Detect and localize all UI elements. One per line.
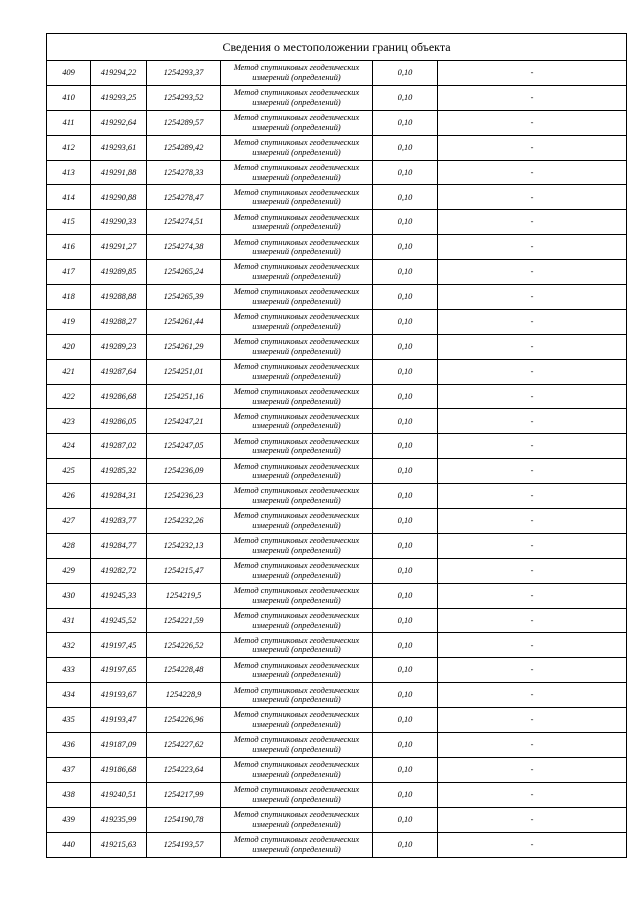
table-row [47,135,627,160]
table-row [47,359,627,384]
x-coordinate-cell: 419193,67 [91,683,147,708]
precision-cell: 0,10 [373,533,438,558]
point-number-cell: 415 [47,210,91,235]
point-number-cell: 425 [47,459,91,484]
table-row [47,334,627,359]
x-coordinate-cell: 419197,45 [91,633,147,658]
dash-cell: - [438,409,627,434]
y-coordinate-cell: 1254217,99 [147,782,221,807]
dash-cell: - [438,309,627,334]
table-row [47,384,627,409]
point-number-cell: 433 [47,658,91,683]
method-cell: Метод спутниковых геодезических измерений (определений) [221,807,373,832]
dash-cell: - [438,434,627,459]
y-coordinate-cell: 1254289,57 [147,110,221,135]
precision-cell: 0,10 [373,484,438,509]
precision-cell: 0,10 [373,260,438,285]
point-number-cell: 440 [47,832,91,857]
method-cell: Метод спутниковых геодезических измерений (определений) [221,484,373,509]
method-cell: Метод спутниковых геодезических измерений (определений) [221,185,373,210]
method-cell: Метод спутниковых геодезических измерений (определений) [221,633,373,658]
point-number-cell: 420 [47,334,91,359]
dash-cell: - [438,658,627,683]
point-number-cell: 428 [47,533,91,558]
x-coordinate-cell: 419282,72 [91,558,147,583]
method-cell: Метод спутниковых геодезических измерений (определений) [221,782,373,807]
point-number-cell: 417 [47,260,91,285]
method-cell: Метод спутниковых геодезических измерений (определений) [221,85,373,110]
method-cell: Метод спутниковых геодезических измерений (определений) [221,459,373,484]
dash-cell: - [438,633,627,658]
y-coordinate-cell: 1254215,47 [147,558,221,583]
point-number-cell: 409 [47,61,91,86]
point-number-cell: 435 [47,708,91,733]
x-coordinate-cell: 419292,64 [91,110,147,135]
dash-cell: - [438,484,627,509]
x-coordinate-cell: 419293,61 [91,135,147,160]
method-cell: Метод спутниковых геодезических измерений (определений) [221,260,373,285]
point-number-cell: 438 [47,782,91,807]
table-row [47,210,627,235]
precision-cell: 0,10 [373,832,438,857]
dash-cell: - [438,260,627,285]
y-coordinate-cell: 1254236,23 [147,484,221,509]
table-row [47,509,627,534]
point-number-cell: 416 [47,235,91,260]
y-coordinate-cell: 1254274,38 [147,235,221,260]
x-coordinate-cell: 419288,88 [91,285,147,310]
precision-cell: 0,10 [373,658,438,683]
table-row [47,832,627,857]
dash-cell: - [438,359,627,384]
method-cell: Метод спутниковых геодезических измерений (определений) [221,658,373,683]
y-coordinate-cell: 1254228,48 [147,658,221,683]
precision-cell: 0,10 [373,733,438,758]
table-row [47,558,627,583]
y-coordinate-cell: 1254190,78 [147,807,221,832]
precision-cell: 0,10 [373,235,438,260]
y-coordinate-cell: 1254251,01 [147,359,221,384]
dash-cell: - [438,210,627,235]
y-coordinate-cell: 1254221,59 [147,608,221,633]
dash-cell: - [438,608,627,633]
point-number-cell: 422 [47,384,91,409]
dash-cell: - [438,558,627,583]
y-coordinate-cell: 1254265,39 [147,285,221,310]
method-cell: Метод спутниковых геодезических измерений (определений) [221,757,373,782]
table-row [47,733,627,758]
y-coordinate-cell: 1254293,37 [147,61,221,86]
x-coordinate-cell: 419286,05 [91,409,147,434]
table-row [47,683,627,708]
point-number-cell: 413 [47,160,91,185]
y-coordinate-cell: 1254247,21 [147,409,221,434]
point-number-cell: 411 [47,110,91,135]
point-number-cell: 418 [47,285,91,310]
precision-cell: 0,10 [373,110,438,135]
x-coordinate-cell: 419187,09 [91,733,147,758]
x-coordinate-cell: 419287,64 [91,359,147,384]
x-coordinate-cell: 419245,52 [91,608,147,633]
point-number-cell: 427 [47,509,91,534]
y-coordinate-cell: 1254228,9 [147,683,221,708]
table-row [47,160,627,185]
method-cell: Метод спутниковых геодезических измерений (определений) [221,832,373,857]
method-cell: Метод спутниковых геодезических измерений (определений) [221,434,373,459]
dash-cell: - [438,807,627,832]
point-number-cell: 439 [47,807,91,832]
x-coordinate-cell: 419286,68 [91,384,147,409]
y-coordinate-cell: 1254226,96 [147,708,221,733]
precision-cell: 0,10 [373,757,438,782]
table-row [47,583,627,608]
precision-cell: 0,10 [373,459,438,484]
table-row [47,309,627,334]
point-number-cell: 414 [47,185,91,210]
table-row [47,658,627,683]
y-coordinate-cell: 1254293,52 [147,85,221,110]
table-row [47,782,627,807]
table-row [47,285,627,310]
method-cell: Метод спутниковых геодезических измерений (определений) [221,608,373,633]
x-coordinate-cell: 419287,02 [91,434,147,459]
point-number-cell: 423 [47,409,91,434]
table-row [47,757,627,782]
dash-cell: - [438,733,627,758]
precision-cell: 0,10 [373,583,438,608]
point-number-cell: 432 [47,633,91,658]
table-row [47,434,627,459]
y-coordinate-cell: 1254278,47 [147,185,221,210]
y-coordinate-cell: 1254236,09 [147,459,221,484]
boundary-table [46,33,627,858]
method-cell: Метод спутниковых геодезических измерений (определений) [221,583,373,608]
precision-cell: 0,10 [373,608,438,633]
dash-cell: - [438,459,627,484]
x-coordinate-cell: 419193,47 [91,708,147,733]
y-coordinate-cell: 1254278,33 [147,160,221,185]
precision-cell: 0,10 [373,807,438,832]
y-coordinate-cell: 1254223,64 [147,757,221,782]
table-row [47,708,627,733]
table-row [47,85,627,110]
point-number-cell: 412 [47,135,91,160]
dash-cell: - [438,509,627,534]
point-number-cell: 437 [47,757,91,782]
method-cell: Метод спутниковых геодезических измерений (определений) [221,160,373,185]
x-coordinate-cell: 419290,33 [91,210,147,235]
point-number-cell: 424 [47,434,91,459]
dash-cell: - [438,185,627,210]
precision-cell: 0,10 [373,558,438,583]
y-coordinate-cell: 1254261,44 [147,309,221,334]
table-row [47,459,627,484]
method-cell: Метод спутниковых геодезических измерений (определений) [221,409,373,434]
dash-cell: - [438,757,627,782]
y-coordinate-cell: 1254261,29 [147,334,221,359]
method-cell: Метод спутниковых геодезических измерений (определений) [221,110,373,135]
dash-cell: - [438,583,627,608]
document-page [46,33,626,858]
point-number-cell: 419 [47,309,91,334]
dash-cell: - [438,110,627,135]
x-coordinate-cell: 419291,27 [91,235,147,260]
x-coordinate-cell: 419293,25 [91,85,147,110]
precision-cell: 0,10 [373,683,438,708]
method-cell: Метод спутниковых геодезических измерений (определений) [221,683,373,708]
x-coordinate-cell: 419291,88 [91,160,147,185]
method-cell: Метод спутниковых геодезических измерений (определений) [221,558,373,583]
method-cell: Метод спутниковых геодезических измерений (определений) [221,334,373,359]
table-row [47,807,627,832]
y-coordinate-cell: 1254289,42 [147,135,221,160]
method-cell: Метод спутниковых геодезических измерений (определений) [221,733,373,758]
x-coordinate-cell: 419289,85 [91,260,147,285]
x-coordinate-cell: 419186,68 [91,757,147,782]
table-row [47,533,627,558]
y-coordinate-cell: 1254219,5 [147,583,221,608]
table-row [47,61,627,86]
table-row [47,235,627,260]
table-row [47,110,627,135]
x-coordinate-cell: 419285,32 [91,459,147,484]
table-row [47,484,627,509]
y-coordinate-cell: 1254265,24 [147,260,221,285]
precision-cell: 0,10 [373,708,438,733]
precision-cell: 0,10 [373,285,438,310]
dash-cell: - [438,683,627,708]
x-coordinate-cell: 419197,65 [91,658,147,683]
precision-cell: 0,10 [373,384,438,409]
dash-cell: - [438,782,627,807]
y-coordinate-cell: 1254251,16 [147,384,221,409]
table-row [47,185,627,210]
dash-cell: - [438,533,627,558]
x-coordinate-cell: 419283,77 [91,509,147,534]
precision-cell: 0,10 [373,210,438,235]
dash-cell: - [438,832,627,857]
x-coordinate-cell: 419284,31 [91,484,147,509]
method-cell: Метод спутниковых геодезических измерений (определений) [221,210,373,235]
dash-cell: - [438,61,627,86]
precision-cell: 0,10 [373,135,438,160]
method-cell: Метод спутниковых геодезических измерений (определений) [221,708,373,733]
precision-cell: 0,10 [373,61,438,86]
point-number-cell: 430 [47,583,91,608]
point-number-cell: 410 [47,85,91,110]
y-coordinate-cell: 1254274,51 [147,210,221,235]
method-cell: Метод спутниковых геодезических измерений (определений) [221,61,373,86]
dash-cell: - [438,384,627,409]
table-row [47,608,627,633]
dash-cell: - [438,708,627,733]
dash-cell: - [438,235,627,260]
x-coordinate-cell: 419284,77 [91,533,147,558]
point-number-cell: 426 [47,484,91,509]
table-title: Сведения о местоположении границ объекта [47,34,627,61]
dash-cell: - [438,334,627,359]
precision-cell: 0,10 [373,334,438,359]
dash-cell: - [438,85,627,110]
y-coordinate-cell: 1254227,62 [147,733,221,758]
y-coordinate-cell: 1254232,13 [147,533,221,558]
x-coordinate-cell: 419294,22 [91,61,147,86]
method-cell: Метод спутниковых геодезических измерений (определений) [221,533,373,558]
table-row [47,633,627,658]
method-cell: Метод спутниковых геодезических измерений (определений) [221,285,373,310]
table-row [47,409,627,434]
x-coordinate-cell: 419290,88 [91,185,147,210]
y-coordinate-cell: 1254193,57 [147,832,221,857]
table-row [47,260,627,285]
precision-cell: 0,10 [373,509,438,534]
method-cell: Метод спутниковых геодезических измерений (определений) [221,509,373,534]
x-coordinate-cell: 419235,99 [91,807,147,832]
point-number-cell: 436 [47,733,91,758]
method-cell: Метод спутниковых геодезических измерений (определений) [221,135,373,160]
y-coordinate-cell: 1254226,52 [147,633,221,658]
x-coordinate-cell: 419288,27 [91,309,147,334]
method-cell: Метод спутниковых геодезических измерений (определений) [221,359,373,384]
precision-cell: 0,10 [373,85,438,110]
dash-cell: - [438,160,627,185]
precision-cell: 0,10 [373,434,438,459]
method-cell: Метод спутниковых геодезических измерений (определений) [221,309,373,334]
x-coordinate-cell: 419245,33 [91,583,147,608]
y-coordinate-cell: 1254232,26 [147,509,221,534]
table-body [47,61,627,858]
point-number-cell: 429 [47,558,91,583]
y-coordinate-cell: 1254247,05 [147,434,221,459]
precision-cell: 0,10 [373,185,438,210]
precision-cell: 0,10 [373,409,438,434]
precision-cell: 0,10 [373,309,438,334]
method-cell: Метод спутниковых геодезических измерений (определений) [221,384,373,409]
precision-cell: 0,10 [373,359,438,384]
point-number-cell: 434 [47,683,91,708]
x-coordinate-cell: 419215,63 [91,832,147,857]
precision-cell: 0,10 [373,160,438,185]
x-coordinate-cell: 419240,51 [91,782,147,807]
x-coordinate-cell: 419289,23 [91,334,147,359]
point-number-cell: 431 [47,608,91,633]
point-number-cell: 421 [47,359,91,384]
method-cell: Метод спутниковых геодезических измерений (определений) [221,235,373,260]
precision-cell: 0,10 [373,782,438,807]
precision-cell: 0,10 [373,633,438,658]
dash-cell: - [438,135,627,160]
dash-cell: - [438,285,627,310]
